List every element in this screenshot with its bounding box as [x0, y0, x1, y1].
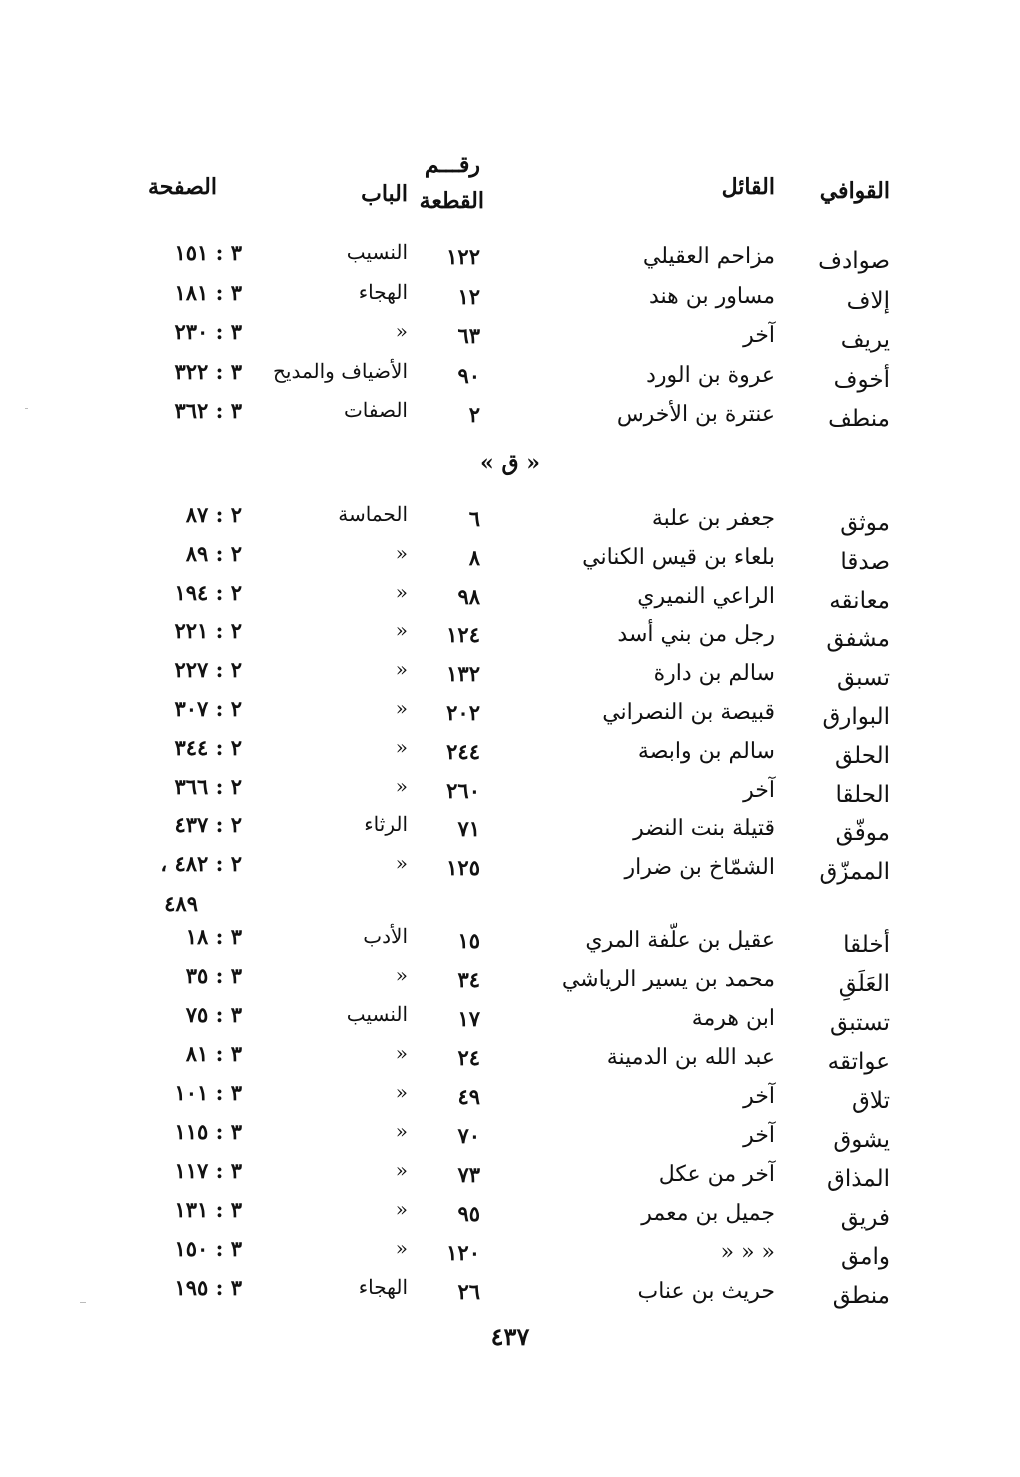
- table-cell-qafia: معانقه: [829, 587, 890, 614]
- table-cell-qafia: وامق: [841, 1244, 890, 1270]
- table-cell-qafia: تلاق: [852, 1088, 890, 1114]
- table-cell-qafia: موفّق: [835, 820, 890, 847]
- table-cell-qafia: فريق: [840, 1205, 890, 1231]
- table-cell-page: ٣ : ١٥٠: [174, 1236, 242, 1261]
- table-cell-page: ٣ : ١٨: [185, 924, 242, 949]
- table-cell-bab: الصفات: [343, 398, 408, 422]
- table-cell-page: ٢ : ٢٢١: [174, 618, 242, 644]
- table-cell-bab: »: [395, 1158, 408, 1182]
- table-cell-page: ٣ : ١٥١: [174, 240, 242, 265]
- table-cell-qail: قبيصة بن النصراني: [602, 700, 775, 725]
- table-cell-qafia: المذاق: [826, 1166, 890, 1192]
- table-cell-qail: آخر: [743, 1123, 775, 1148]
- table-cell-number: ٦٣: [457, 323, 480, 348]
- page-continuation: ٤٨٩: [164, 891, 198, 916]
- table-cell-number: ٦: [468, 506, 480, 531]
- table-cell-qail: آخر: [743, 1084, 775, 1109]
- table-cell-qail: حريث بن عناب: [637, 1279, 775, 1304]
- table-cell-page: ٣ : ٧٥: [185, 1002, 242, 1027]
- table-cell-number: ١٢٠: [446, 1240, 480, 1265]
- table-cell-qafia: صوادف: [818, 248, 890, 274]
- table-cell-number: ٨: [468, 544, 480, 570]
- table-cell-qafia: موثق: [840, 510, 890, 536]
- table-cell-qafia: العَلَقِ: [838, 971, 890, 997]
- table-cell-qail: جميل بن معمر: [641, 1201, 775, 1226]
- table-cell-page: ٢ : ٤٣٧: [174, 812, 242, 838]
- table-cell-number: ٢٤٤: [446, 738, 480, 764]
- table-cell-bab: »: [395, 1041, 408, 1065]
- table-cell-bab: »: [395, 618, 408, 643]
- table-cell-qafia: الحلقا: [835, 781, 890, 808]
- table-cell-page: ٣ : ١٣١: [174, 1197, 242, 1222]
- table-cell-qail: بلعاء بن قيس الكناني: [582, 544, 775, 570]
- table-cell-bab: »: [395, 734, 408, 759]
- table-cell-page: ٢ : ٨٧: [185, 502, 242, 527]
- table-cell-qail: آخر: [743, 777, 775, 803]
- table-cell-bab: »: [395, 851, 408, 876]
- table-cell-number: ١٢٤: [446, 622, 480, 648]
- table-cell-qail: قتيلة بنت النضر: [633, 816, 775, 842]
- table-cell-page: ٣ : ١٩٥: [174, 1275, 242, 1300]
- table-cell-qafia: منطف: [828, 406, 890, 432]
- table-cell-page: ٢ : ٤٨٢ ،: [160, 851, 242, 877]
- table-cell-number: ٢: [468, 402, 480, 427]
- table-cell-bab: الهجاء: [358, 279, 408, 304]
- table-cell-bab: الحماسة: [338, 502, 408, 526]
- table-cell-number: ٩٠: [457, 362, 480, 388]
- table-cell-page: ٣ : ١٨١: [174, 279, 242, 305]
- table-cell-number: ١٢٥: [446, 855, 480, 881]
- table-cell-number: ٧١: [457, 816, 480, 842]
- table-cell-qail: » » »: [720, 1240, 775, 1265]
- table-cell-page: ٢ : ٨٩: [185, 540, 242, 566]
- table-cell-bab: الهجاء: [358, 1275, 408, 1299]
- table-cell-qail: عقيل بن علّفة المري: [585, 928, 775, 953]
- table-cell-qafia: تسبق: [836, 665, 890, 692]
- table-cell-qail: مزاحم العقيلي: [642, 244, 775, 269]
- table-cell-page: ٣ : ٣٦٢: [174, 398, 242, 423]
- table-cell-number: ٢٦: [457, 1279, 480, 1304]
- table-cell-qafia: الحلق: [834, 742, 890, 769]
- table-cell-number: ٢٠٢: [446, 700, 480, 725]
- table-cell-number: ٧٠: [457, 1123, 480, 1148]
- table-cell-page: ٣ : ٣٥: [185, 963, 242, 988]
- table-cell-qail: سالم بن وابصة: [637, 738, 775, 764]
- table-cell-qafia: مشفق: [826, 626, 890, 653]
- table-cell-page: ٣ : ١١٥: [174, 1119, 242, 1144]
- header-raqm-bottom: القطعة: [419, 188, 484, 214]
- header-qawafi: القوافي: [819, 178, 890, 204]
- table-cell-bab: »: [395, 1197, 408, 1221]
- table-cell-qafia: يشوق: [833, 1127, 890, 1153]
- table-cell-qail: عنترة بن الأخرس: [616, 402, 775, 427]
- table-cell-bab: »: [395, 963, 408, 987]
- table-cell-page: ٣ : ٢٣٠: [174, 319, 242, 344]
- page-number: ٤٣٧: [490, 1322, 530, 1351]
- table-cell-number: ٢٦٠: [446, 777, 480, 803]
- table-cell-qafia: يريف: [840, 327, 890, 353]
- header-bab: الباب: [361, 181, 408, 207]
- table-cell-qafia: أخلقا: [843, 932, 890, 958]
- table-cell-qail: سالم بن دارة: [653, 661, 775, 687]
- table-cell-page: ٣ : ١١٧: [174, 1158, 242, 1183]
- table-cell-qafia: إلاف: [846, 287, 890, 314]
- table-cell-bab: »: [395, 1080, 408, 1104]
- header-safha: الصفحة: [147, 174, 217, 200]
- table-cell-qail: عروة بن الورد: [646, 362, 775, 388]
- table-cell-qail: عبد الله بن الدمينة: [606, 1045, 775, 1070]
- table-cell-qail: محمد بن يسير الرياشي: [561, 967, 775, 992]
- table-cell-bab: النسيب: [346, 240, 408, 264]
- table-cell-number: ٢٤: [457, 1045, 480, 1070]
- table-cell-qafia: البوارق: [822, 704, 890, 730]
- table-cell-bab: »: [395, 540, 408, 565]
- table-cell-qail: جعفر بن علبة: [651, 506, 775, 531]
- table-cell-qail: آخر: [743, 323, 775, 348]
- table-cell-qail: رجل من بني أسد: [617, 622, 775, 648]
- table-cell-qail: مساور بن هند: [648, 283, 775, 309]
- table-cell-qail: ابن هرمة: [691, 1006, 775, 1031]
- table-cell-bab: النسيب: [346, 1002, 408, 1026]
- table-cell-page: ٣ : ٨١: [185, 1041, 242, 1066]
- header-raqm-top: رقـــم: [424, 152, 480, 178]
- table-cell-qail: آخر من عكل: [658, 1162, 775, 1187]
- table-cell-page: ٢ : ١٩٤: [174, 579, 242, 605]
- table-cell-number: ١٧: [457, 1006, 480, 1031]
- table-cell-page: ٣ : ١٠١: [174, 1080, 242, 1105]
- table-cell-qafia: عواتقه: [827, 1049, 890, 1075]
- table-cell-number: ٩٥: [457, 1201, 480, 1226]
- table-cell-qail: الراعي النميري: [637, 583, 775, 609]
- table-cell-qafia: أخوف: [833, 366, 890, 393]
- header-qail: القائل: [721, 174, 775, 200]
- table-cell-bab: الرثاء: [364, 812, 408, 837]
- table-cell-number: ٤٩: [457, 1084, 480, 1109]
- table-cell-bab: »: [395, 579, 408, 604]
- table-cell-page: ٣ : ٣٢٢: [174, 358, 242, 384]
- table-cell-bab: »: [395, 657, 408, 682]
- table-cell-number: ٩٨: [457, 583, 480, 609]
- table-cell-bab: »: [395, 1119, 408, 1143]
- table-cell-qafia: منطق: [832, 1283, 890, 1309]
- table-cell-number: ١٢: [457, 283, 480, 309]
- table-cell-page: ٢ : ٢٢٧: [174, 657, 242, 683]
- table-cell-page: ٢ : ٣٦٦: [174, 773, 242, 799]
- table-cell-qafia: تستبق: [830, 1010, 890, 1036]
- scan-speck: [80, 1302, 86, 1303]
- table-cell-bab: الأضياف والمديح: [272, 358, 408, 383]
- table-cell-bab: »: [395, 773, 408, 798]
- table-cell-number: ٧٣: [457, 1162, 480, 1187]
- table-cell-bab: »: [395, 319, 408, 343]
- table-cell-qafia: الممزّق: [819, 859, 890, 886]
- table-cell-number: ١٢٢: [446, 244, 480, 269]
- section-heading-qaf: « ق »: [480, 450, 540, 476]
- table-cell-page: ٢ : ٣٤٤: [174, 734, 242, 760]
- scan-speck: [25, 408, 28, 409]
- table-cell-number: ١٥: [457, 928, 480, 953]
- table-cell-bab: »: [395, 1236, 408, 1260]
- table-cell-number: ٣٤: [457, 967, 480, 992]
- table-cell-page: ٢ : ٣٠٧: [174, 696, 242, 721]
- table-cell-qail: الشمّاخ بن ضرار: [624, 855, 775, 881]
- table-cell-bab: الأدب: [363, 924, 408, 948]
- table-cell-bab: »: [395, 696, 408, 720]
- table-cell-number: ١٣٢: [446, 661, 480, 687]
- table-cell-qafia: صدقا: [840, 548, 890, 575]
